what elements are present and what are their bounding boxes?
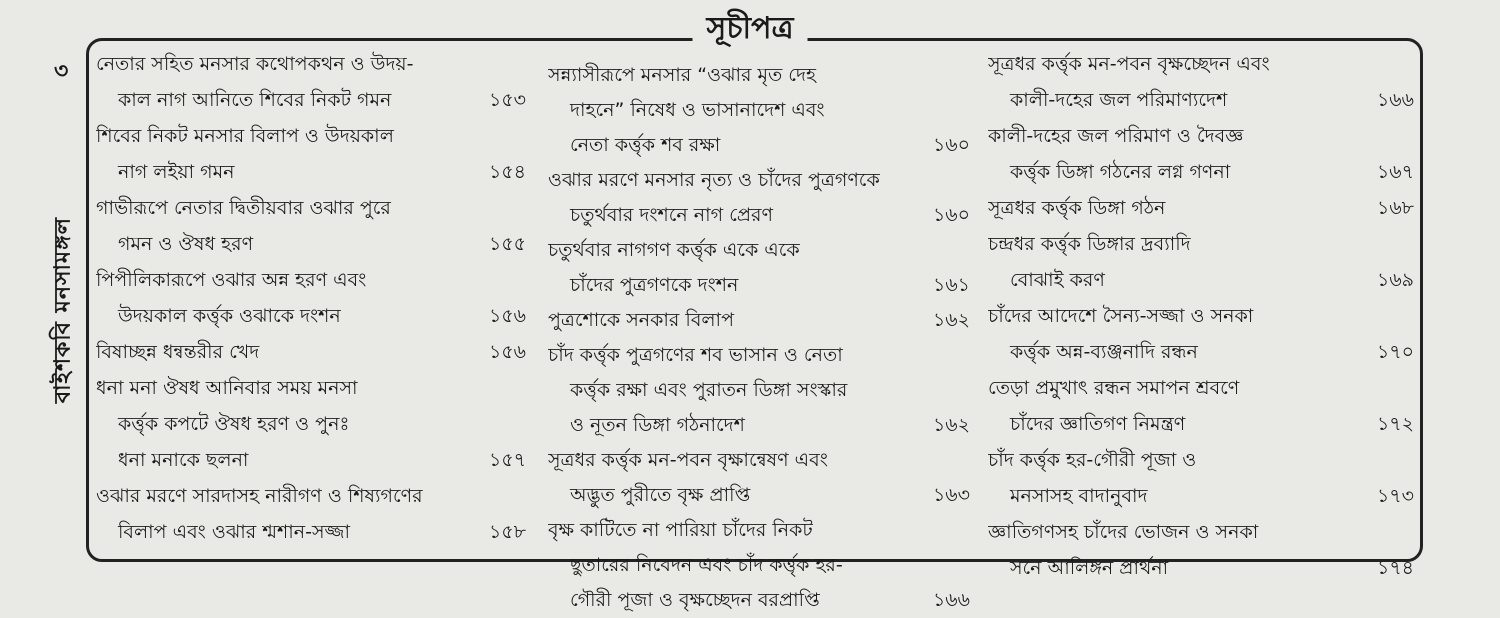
toc-entry-text: নাগ লইয়া গমন (118, 161, 235, 183)
toc-entry (988, 226, 1414, 298)
toc-entry-line (96, 478, 526, 514)
toc-page-number: ১৬১ (932, 274, 970, 296)
toc-column-3 (988, 46, 1414, 586)
toc-entry (96, 46, 526, 118)
toc-entry-line (548, 443, 970, 478)
toc-page-number: ১৬৬ (1376, 89, 1414, 111)
toc-entry-text: ও নূতন ডিঙ্গা গঠনাদেশ (570, 414, 745, 436)
toc-entry-text: কালী-দহের জল পরিমাণ্যদেশ (1010, 89, 1228, 111)
toc-page-number: ১৬৬ (932, 589, 970, 611)
toc-entry-line (548, 233, 970, 268)
toc-entry-text: শিবের নিকট মনসার বিলাপ ও উদয়কাল (96, 125, 394, 147)
toc-page-number: ১৬৯ (1376, 269, 1414, 291)
toc-entry-line (96, 46, 526, 82)
toc-entry-line (96, 442, 526, 478)
toc-page-number: ১৫৭ (488, 449, 526, 471)
toc-entry-text: জ্ঞাতিগণসহ চাঁদের ভোজন ও সনকা (988, 521, 1259, 543)
toc-entry-line (548, 583, 970, 618)
toc-entry-line (988, 550, 1414, 586)
toc-entry-text: চাঁদের জ্ঞাতিগণ নিমন্ত্রণ (1010, 413, 1186, 435)
toc-entry-line (988, 298, 1414, 334)
toc-entry (96, 334, 526, 370)
toc-entry-text: সূত্রধর কর্ত্তৃক মন-পবন বৃক্ষচ্ছেদন এবং (988, 53, 1270, 75)
toc-entry-text: বিষাচ্ছন্ন ধন্বন্তরীর খেদ (96, 341, 260, 363)
toc-entry-text: পিপীলিকারূপে ওঝার অন্ন হরণ এবং (96, 269, 367, 291)
toc-entry-text: সনে আলিঙ্গন প্রার্থনা (1010, 557, 1169, 579)
toc-entry-line (988, 442, 1414, 478)
toc-entry-line (548, 478, 970, 513)
toc-entry-text: বিলাপ এবং ওঝার শ্মশান-সজ্জা (118, 521, 350, 543)
toc-entry-text: কালী-দহের জল পরিমাণ ও দৈবজ্ঞ (988, 125, 1244, 147)
toc-entry-line (548, 513, 970, 548)
toc-entry (548, 303, 970, 338)
toc-entry (988, 298, 1414, 370)
toc-entry (548, 513, 970, 618)
toc-page-number: ১৬৩ (932, 484, 970, 506)
toc-entry-line (988, 514, 1414, 550)
toc-page-number: ১৫৫ (489, 233, 526, 255)
toc-entry-line (548, 548, 970, 583)
toc-page-number: ১৬৭ (1376, 161, 1414, 183)
toc-entry (988, 190, 1414, 226)
toc-entry-text: চন্দ্রধর কর্ত্তৃক ডিঙ্গার দ্রব্যাদি (988, 233, 1191, 255)
toc-page-number: ১৫৬ (488, 305, 526, 327)
toc-entry (988, 370, 1414, 442)
toc-entry-line (96, 298, 526, 334)
toc-entry (548, 58, 970, 163)
toc-entry-text: ছুতারের নিবেদন এবং চাঁদ কর্ত্তৃক হর- (570, 554, 843, 576)
toc-entry-line (988, 370, 1414, 406)
toc-entry-line (96, 118, 526, 154)
toc-entry (988, 442, 1414, 514)
toc-entry-line (548, 198, 970, 233)
toc-entry-line (96, 262, 526, 298)
toc-entry-text: চতুর্থবার নাগগণ কর্ত্তৃক একে একে (548, 239, 800, 261)
side-title: বাইশকবি মনসামঙ্গল (50, 216, 76, 404)
toc-entry-line (96, 370, 526, 406)
toc-entry-text: নেতার সহিত মনসার কথোপকথন ও উদয়- (96, 53, 414, 75)
toc-entry-text: কর্ত্তৃক রক্ষা এবং পুরাতন ডিঙ্গা সংস্কার (570, 379, 848, 401)
toc-entry-line (96, 82, 526, 118)
toc-entry-line (988, 46, 1414, 82)
toc-entry-line (988, 118, 1414, 154)
toc-entry-line (988, 262, 1414, 298)
toc-entry (548, 233, 970, 303)
toc-entry-text: বৃক্ষ কাটিতে না পারিয়া চাঁদের নিকট (548, 519, 813, 541)
toc-entry-text: সন্ন্যাসীরূপে মনসার “ওঝার মৃত দেহ (548, 64, 816, 86)
toc-entry-line (548, 128, 970, 163)
toc-column-2 (548, 58, 970, 618)
toc-entry-text: গাভীরূপে নেতার দ্বিতীয়বার ওঝার পুরে (96, 197, 391, 219)
toc-entry (96, 118, 526, 190)
toc-page-number: ১৫৬ (488, 341, 526, 363)
toc-entry (548, 443, 970, 513)
toc-entry-line (548, 163, 970, 198)
toc-entry-text: কর্ত্তৃক কপটে ঔষধ হরণ ও পুনঃ (118, 413, 350, 435)
toc-entry (96, 370, 526, 478)
toc-entry (96, 262, 526, 334)
toc-entry-text: কাল নাগ আনিতে শিবের নিকট গমন (118, 89, 392, 111)
toc-entry-text: ওঝার মরণে মনসার নৃত্য ও চাঁদের পুত্রগণকে (548, 169, 880, 191)
toc-page-number: ১৭৩ (1376, 485, 1414, 507)
toc-page-number: ১৬০ (932, 204, 970, 226)
toc-entry-text: পুত্রশোকে সনকার বিলাপ (548, 309, 734, 331)
toc-entry-text: কর্ত্তৃক ডিঙ্গা গঠনের লগ্ন গণনা (1010, 161, 1231, 183)
toc-entry-text: ধনা মনাকে ছলনা (118, 449, 249, 471)
toc-entry-text: গৌরী পূজা ও বৃক্ষচ্ছেদন বরপ্রাপ্তি (570, 589, 820, 611)
page-title: সূচীপত্র (693, 12, 808, 46)
toc-entry-text: ওঝার মরণে সারদাসহ নারীগণ ও শিষ্যগণের (96, 485, 423, 507)
toc-entry-line (96, 226, 526, 262)
toc-entry-text: চাঁদ কর্ত্তৃক পুত্রগণের শব ভাসান ও নেতা (548, 344, 843, 366)
toc-entry-line (548, 268, 970, 303)
toc-entry-text: দাহনে” নিষেধ ও ভাসানাদেশ এবং (570, 99, 825, 121)
toc-entry (548, 163, 970, 233)
toc-entry-line (548, 408, 970, 443)
toc-entry-line (548, 338, 970, 373)
toc-entry-text: সূত্রধর কর্ত্তৃক ডিঙ্গা গঠন (988, 197, 1166, 219)
toc-entry-text: বোঝাই করণ (1010, 269, 1105, 291)
toc-entry-line (988, 226, 1414, 262)
toc-entry-line (988, 406, 1414, 442)
toc-column-1 (96, 46, 526, 550)
toc-entry-text: চাঁদের পুত্রগণকে দংশন (570, 274, 739, 296)
toc-entry (988, 514, 1414, 586)
toc-entry-line (988, 82, 1414, 118)
toc-entry-line (548, 303, 970, 338)
toc-entry-line (96, 406, 526, 442)
toc-page-number: ১৭০ (1376, 341, 1414, 363)
toc-page-number: ১৫৩ (488, 89, 526, 111)
toc-entry-line (548, 93, 970, 128)
toc-entry-text: গমন ও ঔষধ হরণ (118, 233, 254, 255)
toc-entry-line (96, 154, 526, 190)
toc-entry-line (988, 478, 1414, 514)
toc-entry-line (988, 154, 1414, 190)
toc-entry (548, 338, 970, 443)
toc-entry-line (96, 334, 526, 370)
toc-entry-line (548, 373, 970, 408)
toc-entry-text: চাঁদের আদেশে সৈন্য-সজ্জা ও সনকা (988, 305, 1254, 327)
toc-entry (988, 118, 1414, 190)
toc-page-number: ১৭৪ (1376, 557, 1414, 579)
toc-entry-text: তেড়া প্রমুখাৎ রন্ধন সমাপন শ্রবণে (988, 377, 1240, 399)
toc-entry (96, 190, 526, 262)
toc-entry (96, 478, 526, 550)
toc-page-number: ১৬২ (932, 414, 970, 436)
toc-entry-text: নেতা কর্ত্তৃক শব রক্ষা (570, 134, 721, 156)
toc-entry-text: চতুর্থবার দংশনে নাগ প্রেরণ (570, 204, 773, 226)
toc-entry-text: কর্ত্তৃক অন্ন-ব্যঞ্জনাদি রন্ধন (1010, 341, 1198, 363)
toc-entry-text: অদ্ভুত পুরীতে বৃক্ষ প্রাপ্তি (570, 484, 751, 506)
toc-entry-line (96, 514, 526, 550)
toc-page-number: ১৫৮ (489, 521, 526, 543)
toc-page-number: ১৬৮ (1376, 197, 1414, 219)
toc-page-number: ১৭২ (1376, 413, 1414, 435)
toc-page-number: ১৬০ (932, 134, 970, 156)
toc-entry-text: ধনা মনা ঔষধ আনিবার সময় মনসা (96, 377, 358, 399)
toc-entry-text: উদয়কাল কর্ত্তৃক ওঝাকে দংশন (118, 305, 341, 327)
toc-page-number: ১৫৪ (489, 161, 526, 183)
toc-entry-line (548, 58, 970, 93)
toc-page-number: ১৬২ (932, 309, 970, 331)
toc-entry-line (988, 334, 1414, 370)
toc-entry-line (96, 190, 526, 226)
toc-entry-text: চাঁদ কর্ত্তৃক হর-গৌরী পূজা ও (988, 449, 1197, 471)
toc-entry-text: সূত্রধর কর্ত্তৃক মন-পবন বৃক্ষান্বেষণ এবং (548, 449, 828, 471)
toc-entry-line (988, 190, 1414, 226)
page-number: ৩ (54, 59, 69, 84)
toc-entry-text: মনসাসহ বাদানুবাদ (1010, 485, 1148, 507)
toc-entry (988, 46, 1414, 118)
